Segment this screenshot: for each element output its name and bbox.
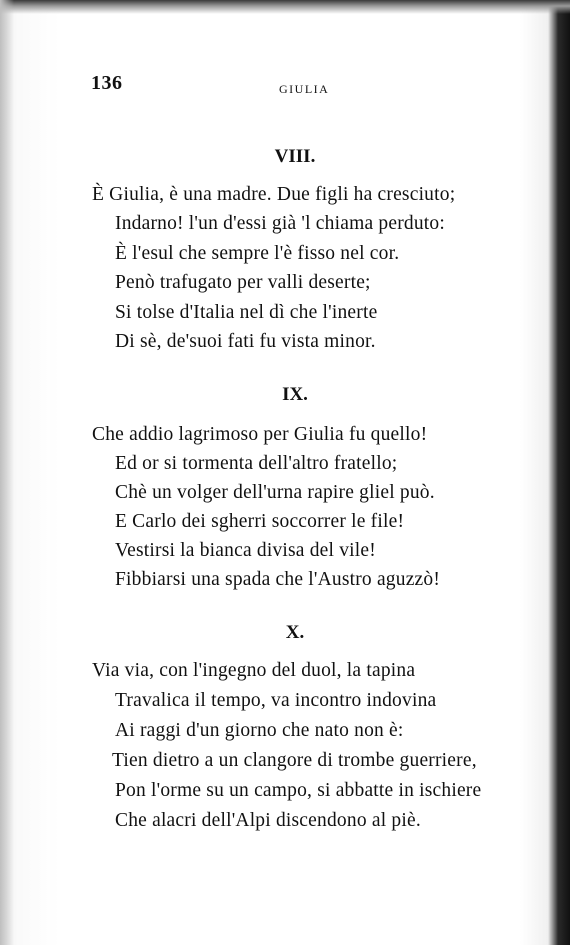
verse-line: Pon l'orme su un campo, si abbatte in ischiere [115, 780, 482, 801]
verse-line: Si tolse d'Italia nel dì che l'inerte [115, 302, 378, 323]
stanza-heading-x: X. [285, 622, 305, 643]
verse-line: Fibbiarsi una spada che l'Austro aguzzò! [115, 569, 441, 590]
page-edge-shadow [0, 0, 14, 945]
verse-line: Tien dietro a un clangore di trombe guerriere, [112, 750, 477, 771]
verse-line: Travalica il tempo, va incontro indovina [115, 690, 437, 711]
verse-line: Che alacri dell'Alpi discendono al piè. [115, 810, 421, 831]
verse-line: Indarno! l'un d'essi già 'l chiama perduto: [115, 213, 445, 234]
verse-line: Ai raggi d'un giorno che nato non è: [115, 720, 404, 741]
verse-line: Vestirsi la bianca divisa del vile! [115, 540, 376, 561]
running-head: GIULIA [279, 82, 330, 96]
stanza-heading-ix: IX. [282, 384, 308, 405]
verse-line: E Carlo dei sgherri soccorrer le file! [115, 511, 405, 532]
verse-line: È Giulia, è una madre. Due figli ha cresciuto; [92, 184, 456, 205]
verse-line: Ed or si tormenta dell'altro fratello; [115, 453, 398, 474]
verse-line: Penò trafugato per valli deserte; [115, 272, 371, 293]
page-number: 136 [91, 72, 123, 94]
stanza-heading-viii: VIII. [274, 146, 316, 167]
verse-line: È l'esul che sempre l'è fisso nel cor. [115, 243, 400, 264]
verse-line: Via via, con l'ingegno del duol, la tapina [92, 660, 416, 681]
verse-line: Chè un volger dell'urna rapire gliel può. [115, 482, 435, 503]
verse-line: Che addio lagrimoso per Giulia fu quello! [92, 424, 428, 445]
verse-line: Di sè, de'suoi fati fu vista minor. [115, 331, 376, 352]
